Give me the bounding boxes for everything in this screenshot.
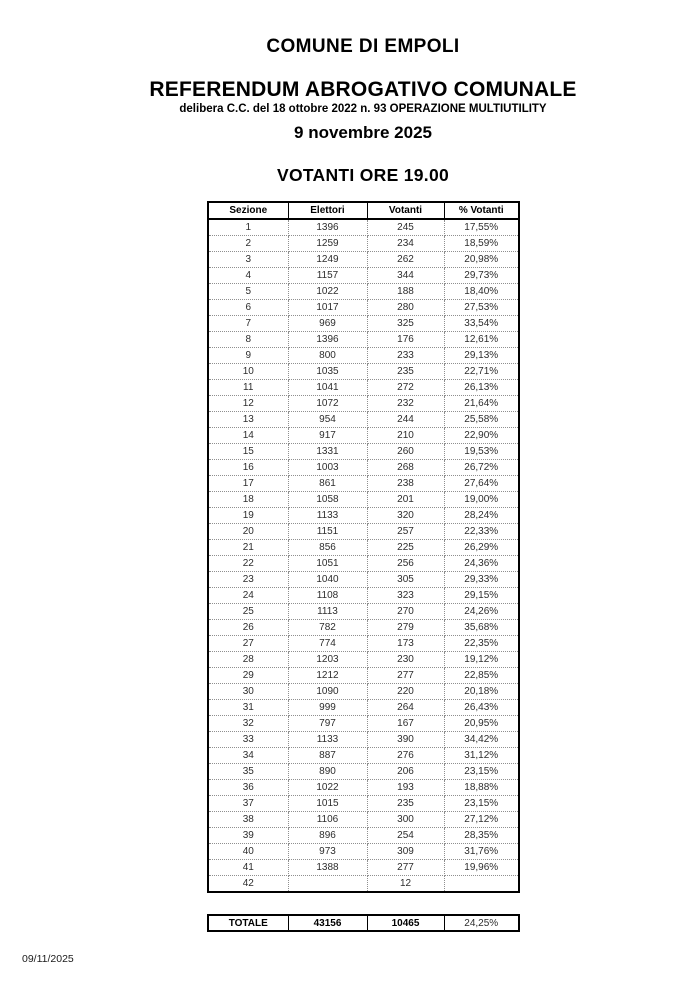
table-row xyxy=(208,219,519,236)
table-row xyxy=(208,716,519,732)
cell-pct-votanti: 29,15% xyxy=(444,588,519,604)
cell-elettori: 1133 xyxy=(288,732,367,748)
cell-votanti: 233 xyxy=(367,348,444,364)
cell-sezione: 2 xyxy=(208,236,288,252)
cell-sezione: 35 xyxy=(208,764,288,780)
cell-sezione: 31 xyxy=(208,700,288,716)
cell-pct-votanti: 35,68% xyxy=(444,620,519,636)
cell-pct-votanti: 29,33% xyxy=(444,572,519,588)
cell-sezione: 33 xyxy=(208,732,288,748)
cell-elettori: 1249 xyxy=(288,252,367,268)
cell-pct-votanti: 29,73% xyxy=(444,268,519,284)
table-row xyxy=(208,732,519,748)
cell-pct-votanti: 17,55% xyxy=(444,219,519,236)
cell-votanti: 238 xyxy=(367,476,444,492)
cell-pct-votanti: 26,13% xyxy=(444,380,519,396)
table-row xyxy=(208,860,519,876)
cell-sezione: 39 xyxy=(208,828,288,844)
cell-votanti: 188 xyxy=(367,284,444,300)
totale-votanti: 10465 xyxy=(367,915,444,931)
cell-elettori: 917 xyxy=(288,428,367,444)
cell-sezione: 29 xyxy=(208,668,288,684)
cell-pct-votanti: 19,53% xyxy=(444,444,519,460)
cell-elettori: 1040 xyxy=(288,572,367,588)
cell-pct-votanti: 27,64% xyxy=(444,476,519,492)
cell-sezione: 32 xyxy=(208,716,288,732)
cell-sezione: 17 xyxy=(208,476,288,492)
table-row xyxy=(208,284,519,300)
cell-pct-votanti: 27,12% xyxy=(444,812,519,828)
table-row xyxy=(208,428,519,444)
cell-elettori: 1015 xyxy=(288,796,367,812)
cell-elettori: 1151 xyxy=(288,524,367,540)
print-date: 09/11/2025 xyxy=(22,953,74,965)
cell-pct-votanti: 19,96% xyxy=(444,860,519,876)
table-row xyxy=(208,268,519,284)
cell-votanti: 305 xyxy=(367,572,444,588)
cell-elettori: 1058 xyxy=(288,492,367,508)
table-row xyxy=(208,844,519,860)
cell-sezione: 24 xyxy=(208,588,288,604)
cell-sezione: 5 xyxy=(208,284,288,300)
cell-pct-votanti xyxy=(444,876,519,893)
cell-elettori: 890 xyxy=(288,764,367,780)
cell-sezione: 18 xyxy=(208,492,288,508)
cell-pct-votanti: 20,95% xyxy=(444,716,519,732)
table-row xyxy=(208,588,519,604)
cell-elettori: 800 xyxy=(288,348,367,364)
votanti-table xyxy=(207,201,520,893)
cell-sezione: 15 xyxy=(208,444,288,460)
cell-elettori: 1022 xyxy=(288,780,367,796)
cell-votanti: 12 xyxy=(367,876,444,893)
cell-pct-votanti: 20,98% xyxy=(444,252,519,268)
cell-elettori xyxy=(288,876,367,893)
cell-sezione: 6 xyxy=(208,300,288,316)
cell-votanti: 176 xyxy=(367,332,444,348)
table-row xyxy=(208,492,519,508)
cell-sezione: 14 xyxy=(208,428,288,444)
cell-sezione: 13 xyxy=(208,412,288,428)
totale-pct: 24,25% xyxy=(444,915,519,931)
cell-elettori: 969 xyxy=(288,316,367,332)
cell-elettori: 774 xyxy=(288,636,367,652)
table-row xyxy=(208,348,519,364)
table-header xyxy=(208,202,519,219)
totale-table xyxy=(207,914,520,932)
table-row xyxy=(208,684,519,700)
cell-elettori: 856 xyxy=(288,540,367,556)
cell-votanti: 300 xyxy=(367,812,444,828)
cell-elettori: 1003 xyxy=(288,460,367,476)
table-row xyxy=(208,668,519,684)
event-date: 9 novembre 2025 xyxy=(294,123,432,142)
cell-pct-votanti: 21,64% xyxy=(444,396,519,412)
cell-sezione: 22 xyxy=(208,556,288,572)
table-row xyxy=(208,556,519,572)
cell-votanti: 245 xyxy=(367,219,444,236)
cell-sezione: 16 xyxy=(208,460,288,476)
table-row xyxy=(208,332,519,348)
totale-row xyxy=(208,915,519,931)
cell-votanti: 323 xyxy=(367,588,444,604)
cell-votanti: 173 xyxy=(367,636,444,652)
cell-elettori: 797 xyxy=(288,716,367,732)
table-row xyxy=(208,460,519,476)
cell-elettori: 1133 xyxy=(288,508,367,524)
table-row xyxy=(208,652,519,668)
table-row xyxy=(208,636,519,652)
cell-elettori: 1072 xyxy=(288,396,367,412)
cell-votanti: 193 xyxy=(367,780,444,796)
cell-pct-votanti: 28,35% xyxy=(444,828,519,844)
cell-pct-votanti: 12,61% xyxy=(444,332,519,348)
cell-elettori: 1051 xyxy=(288,556,367,572)
cell-votanti: 232 xyxy=(367,396,444,412)
cell-votanti: 390 xyxy=(367,732,444,748)
cell-elettori: 1108 xyxy=(288,588,367,604)
cell-votanti: 276 xyxy=(367,748,444,764)
cell-votanti: 272 xyxy=(367,380,444,396)
cell-pct-votanti: 22,33% xyxy=(444,524,519,540)
cell-pct-votanti: 29,13% xyxy=(444,348,519,364)
cell-elettori: 1017 xyxy=(288,300,367,316)
cell-sezione: 12 xyxy=(208,396,288,412)
table-row xyxy=(208,396,519,412)
table-row xyxy=(208,476,519,492)
totale-elettori: 43156 xyxy=(288,915,367,931)
cell-pct-votanti: 22,85% xyxy=(444,668,519,684)
col-header-votanti: Votanti xyxy=(367,202,444,219)
cell-elettori: 1331 xyxy=(288,444,367,460)
cell-sezione: 3 xyxy=(208,252,288,268)
cell-pct-votanti: 26,29% xyxy=(444,540,519,556)
cell-sezione: 9 xyxy=(208,348,288,364)
cell-votanti: 244 xyxy=(367,412,444,428)
cell-pct-votanti: 25,58% xyxy=(444,412,519,428)
cell-votanti: 230 xyxy=(367,652,444,668)
cell-elettori: 1022 xyxy=(288,284,367,300)
table-row xyxy=(208,540,519,556)
cell-votanti: 325 xyxy=(367,316,444,332)
cell-votanti: 235 xyxy=(367,796,444,812)
table-row xyxy=(208,828,519,844)
cell-elettori: 782 xyxy=(288,620,367,636)
cell-pct-votanti: 27,53% xyxy=(444,300,519,316)
cell-sezione: 4 xyxy=(208,268,288,284)
cell-elettori: 1090 xyxy=(288,684,367,700)
cell-pct-votanti: 22,90% xyxy=(444,428,519,444)
table-row xyxy=(208,572,519,588)
cell-elettori: 1203 xyxy=(288,652,367,668)
col-header-pct-votanti: % Votanti xyxy=(444,202,519,219)
cell-sezione: 38 xyxy=(208,812,288,828)
cell-pct-votanti: 34,42% xyxy=(444,732,519,748)
cell-votanti: 320 xyxy=(367,508,444,524)
cell-votanti: 344 xyxy=(367,268,444,284)
table-row xyxy=(208,876,519,893)
document-title: COMUNE DI EMPOLI xyxy=(266,36,460,57)
cell-elettori: 896 xyxy=(288,828,367,844)
cell-sezione: 27 xyxy=(208,636,288,652)
cell-pct-votanti: 26,43% xyxy=(444,700,519,716)
cell-votanti: 262 xyxy=(367,252,444,268)
cell-pct-votanti: 19,12% xyxy=(444,652,519,668)
cell-votanti: 254 xyxy=(367,828,444,844)
cell-pct-votanti: 18,40% xyxy=(444,284,519,300)
table-row xyxy=(208,300,519,316)
cell-sezione: 11 xyxy=(208,380,288,396)
cell-elettori: 1212 xyxy=(288,668,367,684)
cell-votanti: 234 xyxy=(367,236,444,252)
cell-pct-votanti: 19,00% xyxy=(444,492,519,508)
cell-sezione: 34 xyxy=(208,748,288,764)
table-row xyxy=(208,252,519,268)
cell-elettori: 1388 xyxy=(288,860,367,876)
cell-elettori: 973 xyxy=(288,844,367,860)
cell-votanti: 268 xyxy=(367,460,444,476)
cell-votanti: 256 xyxy=(367,556,444,572)
cell-sezione: 40 xyxy=(208,844,288,860)
cell-pct-votanti: 23,15% xyxy=(444,764,519,780)
cell-sezione: 10 xyxy=(208,364,288,380)
cell-votanti: 210 xyxy=(367,428,444,444)
table-row xyxy=(208,236,519,252)
cell-pct-votanti: 23,15% xyxy=(444,796,519,812)
votanti-heading: VOTANTI ORE 19.00 xyxy=(276,165,450,185)
cell-pct-votanti: 22,71% xyxy=(444,364,519,380)
cell-elettori: 887 xyxy=(288,748,367,764)
cell-sezione: 36 xyxy=(208,780,288,796)
cell-elettori: 1259 xyxy=(288,236,367,252)
cell-elettori: 1106 xyxy=(288,812,367,828)
cell-sezione: 26 xyxy=(208,620,288,636)
cell-votanti: 257 xyxy=(367,524,444,540)
referendum-title: REFERENDUM ABROGATIVO COMUNALE xyxy=(149,78,577,101)
cell-sezione: 28 xyxy=(208,652,288,668)
cell-pct-votanti: 22,35% xyxy=(444,636,519,652)
cell-elettori: 1396 xyxy=(288,332,367,348)
cell-pct-votanti: 26,72% xyxy=(444,460,519,476)
table-row xyxy=(208,604,519,620)
col-header-sezione: Sezione xyxy=(208,202,288,219)
cell-pct-votanti: 18,88% xyxy=(444,780,519,796)
table-row xyxy=(208,796,519,812)
cell-pct-votanti: 24,36% xyxy=(444,556,519,572)
cell-pct-votanti: 33,54% xyxy=(444,316,519,332)
table-row xyxy=(208,764,519,780)
cell-pct-votanti: 31,76% xyxy=(444,844,519,860)
cell-sezione: 23 xyxy=(208,572,288,588)
cell-votanti: 279 xyxy=(367,620,444,636)
table-row xyxy=(208,508,519,524)
cell-sezione: 42 xyxy=(208,876,288,893)
cell-votanti: 264 xyxy=(367,700,444,716)
cell-votanti: 277 xyxy=(367,860,444,876)
cell-votanti: 220 xyxy=(367,684,444,700)
cell-sezione: 19 xyxy=(208,508,288,524)
cell-elettori: 954 xyxy=(288,412,367,428)
cell-pct-votanti: 20,18% xyxy=(444,684,519,700)
cell-elettori: 1157 xyxy=(288,268,367,284)
cell-sezione: 7 xyxy=(208,316,288,332)
table-row xyxy=(208,620,519,636)
cell-sezione: 25 xyxy=(208,604,288,620)
cell-sezione: 21 xyxy=(208,540,288,556)
table-row xyxy=(208,380,519,396)
cell-votanti: 206 xyxy=(367,764,444,780)
cell-votanti: 225 xyxy=(367,540,444,556)
table-row xyxy=(208,412,519,428)
cell-sezione: 37 xyxy=(208,796,288,812)
totale-label: TOTALE xyxy=(208,915,288,931)
cell-elettori: 1041 xyxy=(288,380,367,396)
section-rows xyxy=(208,219,519,892)
table-row xyxy=(208,700,519,716)
cell-votanti: 260 xyxy=(367,444,444,460)
cell-votanti: 309 xyxy=(367,844,444,860)
table-row xyxy=(208,364,519,380)
cell-sezione: 20 xyxy=(208,524,288,540)
cell-elettori: 861 xyxy=(288,476,367,492)
cell-sezione: 30 xyxy=(208,684,288,700)
cell-sezione: 41 xyxy=(208,860,288,876)
cell-votanti: 235 xyxy=(367,364,444,380)
cell-pct-votanti: 28,24% xyxy=(444,508,519,524)
table-row xyxy=(208,812,519,828)
cell-elettori: 999 xyxy=(288,700,367,716)
table-row xyxy=(208,524,519,540)
cell-votanti: 270 xyxy=(367,604,444,620)
table-row xyxy=(208,780,519,796)
cell-votanti: 167 xyxy=(367,716,444,732)
cell-pct-votanti: 31,12% xyxy=(444,748,519,764)
cell-votanti: 277 xyxy=(367,668,444,684)
cell-elettori: 1396 xyxy=(288,219,367,236)
col-header-elettori: Elettori xyxy=(288,202,367,219)
delibera-subtitle: delibera C.C. del 18 ottobre 2022 n. 93 OPERAZIONE MULTIUTILITY xyxy=(179,103,547,115)
table-row xyxy=(208,748,519,764)
cell-sezione: 1 xyxy=(208,219,288,236)
cell-sezione: 8 xyxy=(208,332,288,348)
cell-votanti: 280 xyxy=(367,300,444,316)
table-row xyxy=(208,444,519,460)
cell-pct-votanti: 24,26% xyxy=(444,604,519,620)
cell-elettori: 1113 xyxy=(288,604,367,620)
cell-votanti: 201 xyxy=(367,492,444,508)
cell-pct-votanti: 18,59% xyxy=(444,236,519,252)
cell-elettori: 1035 xyxy=(288,364,367,380)
table-row xyxy=(208,316,519,332)
